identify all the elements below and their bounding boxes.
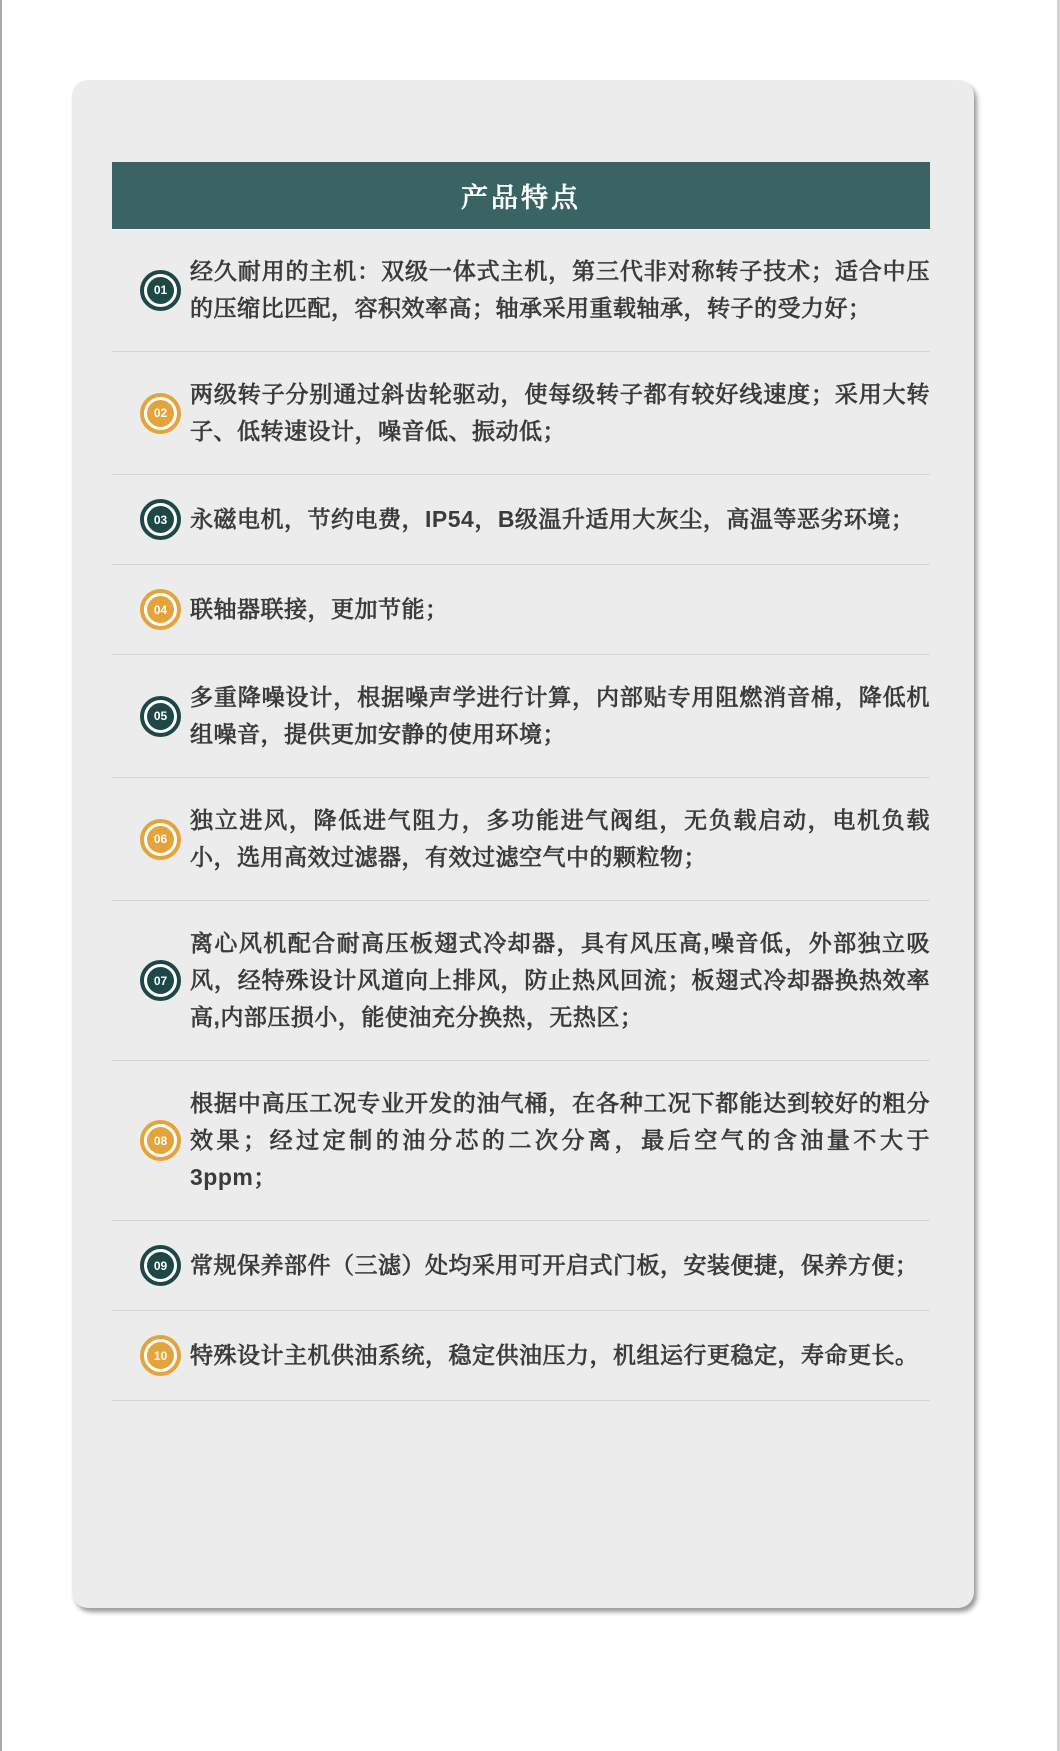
feature-item bbox=[112, 565, 930, 655]
feature-number: 06 bbox=[147, 826, 174, 853]
feature-item bbox=[112, 778, 930, 901]
features-list bbox=[112, 229, 930, 1401]
feature-item bbox=[112, 475, 930, 565]
feature-text: 永磁电机，节约电费，IP54，B级温升适用大灰尘，高温等恶劣环境； bbox=[190, 506, 915, 532]
feature-text: 联轴器联接，更加节能； bbox=[190, 596, 449, 622]
feature-item bbox=[112, 352, 930, 475]
feature-text: 根据中高压工况专业开发的油气桶，在各种工况下都能达到较好的粗分效果；经过定制的油分芯的二次分离，最后空气的含油量不大于3ppm； bbox=[190, 1090, 930, 1190]
feature-text: 离心风机配合耐高压板翅式冷却器，具有风压高,噪音低，外部独立吸风，经特殊设计风道向上排风，防止热风回流；板翅式冷却器换热效率高,内部压损小，能使油充分换热，无热区； bbox=[190, 930, 930, 1030]
feature-number: 09 bbox=[147, 1252, 174, 1279]
feature-number-badge bbox=[140, 589, 181, 630]
feature-text: 两级转子分别通过斜齿轮驱动，使每级转子都有较好线速度；采用大转子、低转速设计，噪音低、振动低； bbox=[190, 381, 930, 444]
feature-number: 07 bbox=[147, 967, 174, 994]
feature-number-badge bbox=[140, 1245, 181, 1286]
feature-number: 01 bbox=[147, 277, 174, 304]
feature-item bbox=[112, 229, 930, 352]
feature-number-badge bbox=[140, 393, 181, 434]
feature-number-badge bbox=[140, 696, 181, 737]
feature-text: 特殊设计主机供油系统，稳定供油压力，机组运行更稳定，寿命更长。 bbox=[190, 1342, 919, 1368]
feature-number: 10 bbox=[147, 1342, 174, 1369]
feature-item bbox=[112, 901, 930, 1061]
page-title: 产品特点 bbox=[461, 183, 581, 213]
feature-number: 08 bbox=[147, 1127, 174, 1154]
product-features-card bbox=[72, 80, 974, 1608]
feature-number-badge bbox=[140, 819, 181, 860]
feature-number: 02 bbox=[147, 400, 174, 427]
feature-text: 独立进风，降低进气阻力，多功能进气阀组，无负载启动，电机负载小，选用高效过滤器，有效过滤空气中的颗粒物； bbox=[190, 807, 930, 870]
feature-number-badge bbox=[140, 1335, 181, 1376]
feature-item bbox=[112, 1221, 930, 1311]
feature-item bbox=[112, 1311, 930, 1401]
feature-number: 04 bbox=[147, 596, 174, 623]
feature-number-badge bbox=[140, 499, 181, 540]
feature-number: 05 bbox=[147, 703, 174, 730]
feature-number-badge bbox=[140, 270, 181, 311]
page-left-border bbox=[0, 0, 2, 1751]
feature-number: 03 bbox=[147, 506, 174, 533]
feature-item bbox=[112, 1061, 930, 1221]
feature-item bbox=[112, 655, 930, 778]
feature-number-badge bbox=[140, 1120, 181, 1161]
section-header bbox=[112, 162, 930, 229]
feature-text: 多重降噪设计，根据噪声学进行计算，内部贴专用阻燃消音棉，降低机组噪音，提供更加安静的使用环境； bbox=[190, 684, 930, 747]
feature-text: 经久耐用的主机：双级一体式主机，第三代非对称转子技术；适合中压的压缩比匹配，容积效率高；轴承采用重载轴承，转子的受力好； bbox=[190, 258, 930, 321]
feature-number-badge bbox=[140, 960, 181, 1001]
feature-text: 常规保养部件（三滤）处均采用可开启式门板，安装便捷，保养方便； bbox=[190, 1252, 919, 1278]
